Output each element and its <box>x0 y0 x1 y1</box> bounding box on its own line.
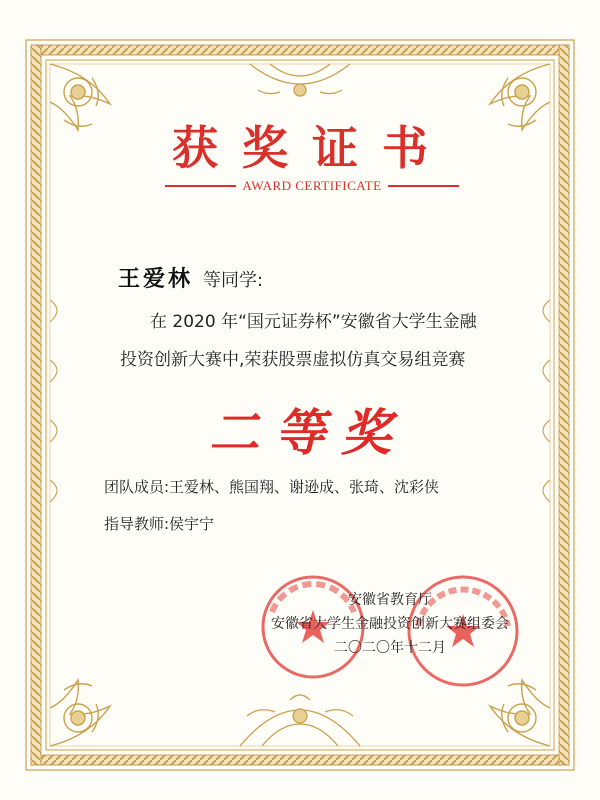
body-line-1: 在 2020 年“国元证券杯”安徽省大学生金融 <box>150 312 477 332</box>
subtitle-rule-right <box>388 185 459 187</box>
issuer-block <box>255 588 525 660</box>
advisor: 指导教师:侯宇宁 <box>104 515 215 533</box>
issuer-education-department: 安徽省教育厅 <box>348 592 432 608</box>
issuer-committee: 安徽省大学生金融投资创新大赛组委会 <box>271 616 509 632</box>
subtitle-rule-left <box>165 185 236 187</box>
certificate-subtitle: AWARD CERTIFICATE <box>242 178 382 193</box>
award-level: 二等奖 <box>209 403 407 462</box>
corner-ornament-bottom-left <box>50 680 110 746</box>
subtitle-row <box>165 176 459 196</box>
bottom-center-ornament <box>240 695 360 746</box>
team-members: 团队成员:王爱林、熊国翔、谢逊成、张琦、沈彩侠 <box>104 478 440 496</box>
recipient <box>118 262 263 293</box>
certificate-title: 获奖证书 <box>172 121 452 175</box>
recipient-suffix: 等同学: <box>203 270 264 291</box>
body-line-2: 投资创新大赛中,荣获股票虚拟仿真交易组竞赛 <box>120 350 466 370</box>
issue-date: 二〇二〇年十二月 <box>334 640 446 656</box>
top-center-ornament <box>250 64 350 96</box>
recipient-name: 王爱林 <box>118 267 194 292</box>
